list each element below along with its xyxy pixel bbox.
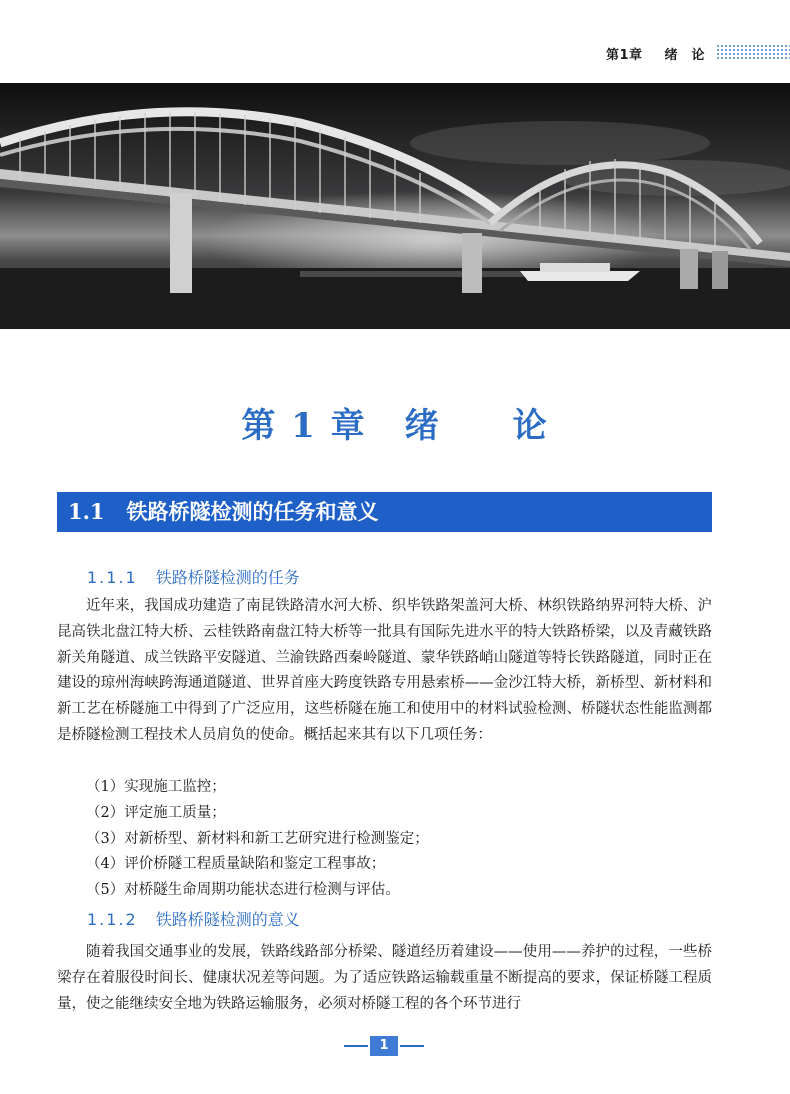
bridge-photo <box>0 83 790 329</box>
chapter-title <box>0 398 790 447</box>
list-item: （4）评价桥隧工程质量缺陷和鉴定工程事故； <box>86 856 386 873</box>
running-header-title: 绪 论 <box>664 48 706 63</box>
list-item: （2）评定施工质量； <box>86 804 226 821</box>
page-footer <box>344 1036 424 1056</box>
footer-rule-right <box>400 1045 424 1047</box>
subsection-title: 铁路桥隧检测的任务 <box>155 568 300 587</box>
subsection-number: 1.1.1 <box>87 568 138 587</box>
footer-rule-left <box>344 1045 368 1047</box>
section-number: 1.1 <box>68 499 105 524</box>
running-header <box>606 44 705 63</box>
page-number: 1 <box>370 1036 398 1056</box>
subsection-number: 1.1.2 <box>87 910 138 929</box>
section-heading-bar <box>57 492 712 532</box>
chapter-number: 第 1 章 <box>241 406 367 446</box>
subsection-heading <box>87 907 300 930</box>
subsection-heading <box>87 565 300 588</box>
running-header-chapter: 第1章 <box>606 48 643 63</box>
list-item: （5）对桥隧生命周期功能状态进行检测与评估。 <box>86 882 400 899</box>
subsection-title: 铁路桥隧检测的意义 <box>155 910 300 929</box>
dot-pattern-icon <box>716 44 790 60</box>
body-paragraph: 近年来，我国成功建造了南昆铁路清水河大桥、织毕铁路架盖河大桥、林织铁路纳界河特大桥、沪昆高铁北盘江特大桥、云桂铁路南盘江特大桥等一批具有国际先进水平的特大铁路桥梁，以及青藏铁路新关角隧道、成兰铁路平安隧道、兰渝铁路西秦岭隧道、蒙华铁路峭山隧道等特长铁路隧道，同时正在建设的琼州海峡跨海通道隧道、世界首座大跨度铁路专用悬索桥——金沙江特大桥，新桥型、新材料和新工艺在桥隧施工中得到了广泛应用，这些桥隧在施工和使用中的材料试验检测、桥隧状态性能监测都是桥隧检测工程技术人员肩负的使命。概括起来其有以下几项任务： <box>57 598 712 743</box>
list-item: （3）对新桥型、新材料和新工艺研究进行检测鉴定； <box>86 830 429 847</box>
chapter-name: 绪 论 <box>404 406 549 446</box>
list-item: （1）实现施工监控； <box>86 779 226 795</box>
body-paragraph: 随着我国交通事业的发展，铁路线路部分桥梁、隧道经历着建设——使用——养护的过程，一些桥梁存在着服役时间长、健康状况差等问题。为了适应铁路运输载重量不断提高的要求，保证桥隧工程质量，使之能继续安全地为铁路运输服务，必须对桥隧工程的各个环节进行 <box>57 944 712 1012</box>
section-title: 铁路桥隧检测的任务和意义 <box>126 499 379 524</box>
task-list <box>86 775 429 904</box>
